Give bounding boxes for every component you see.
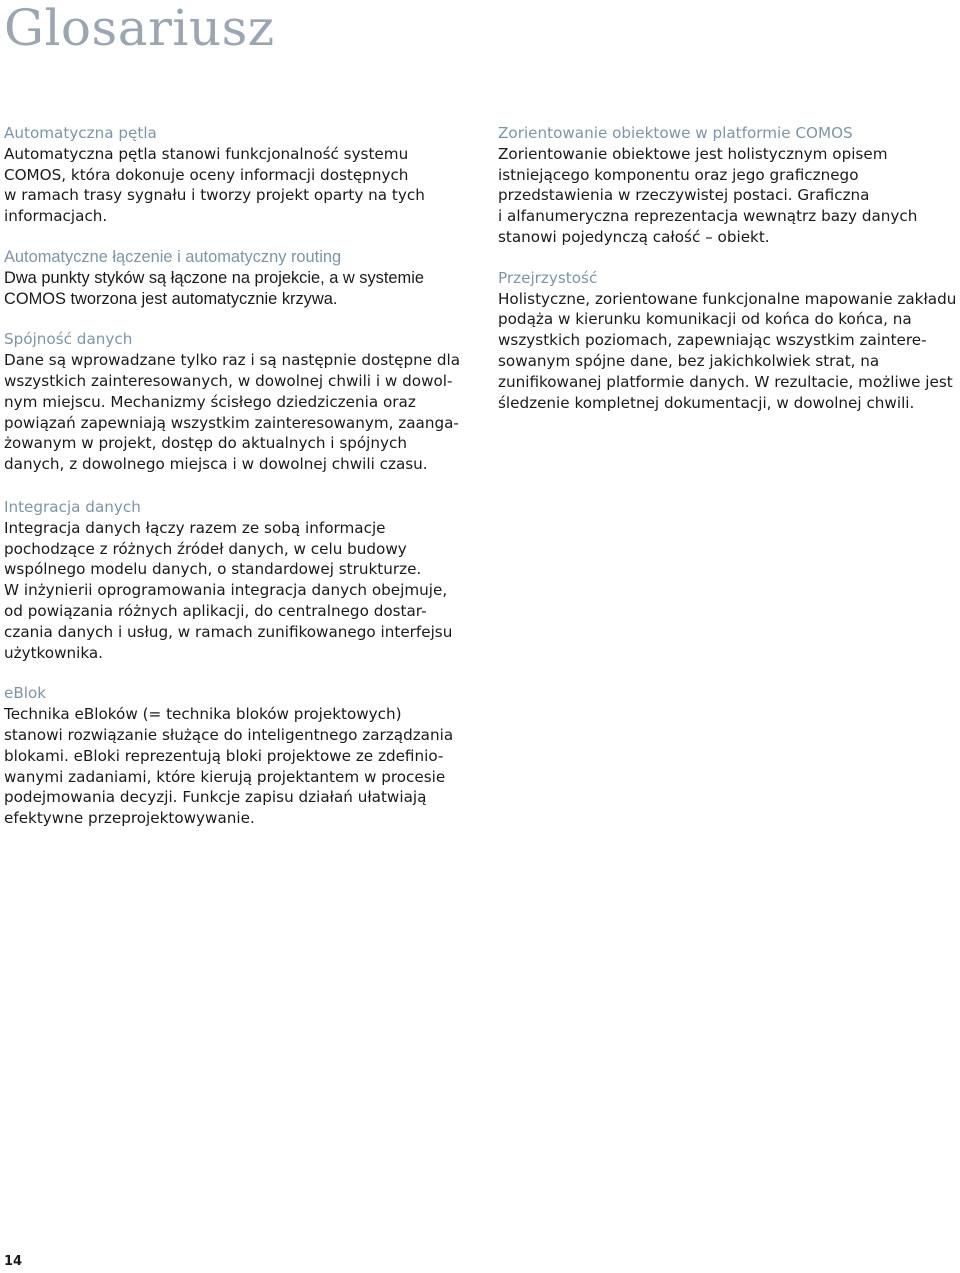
glossary-left-column — [4, 123, 474, 849]
glossary-definition-line: blokami. eBloki reprezentują bloki projektowe ze zdefinio- — [4, 746, 444, 765]
glossary-definition-line: COMOS, która dokonuje oceny informacji dostępnych — [4, 165, 409, 184]
glossary-definition-line: czania danych i usług, w ramach zunifikowanego interfejsu — [4, 622, 453, 641]
page-number: 14 — [4, 1254, 23, 1269]
glossary-definition-line: przedstawienia w rzeczywistej postaci. Graficzna — [498, 186, 870, 205]
glossary-entry-integracja-danych — [4, 497, 474, 663]
glossary-definition-line: nym miejscu. Mechanizmy ścisłego dziedziczenia oraz — [4, 392, 416, 411]
glossary-term: Automatyczna pętla — [4, 124, 157, 142]
glossary-definition-line: zunifikowanej platformie danych. W rezultacie, możliwe jest — [498, 372, 953, 391]
glossary-entry-spojnosc-danych — [4, 329, 474, 475]
glossary-term: Spójność danych — [4, 330, 133, 349]
glossary-definition-line: Dane są wprowadzane tylko raz i są następnie dostępne dla — [4, 351, 461, 370]
glossary-term: Integracja danych — [4, 497, 141, 516]
glossary-definition-line: sowanym spójne dane, bez jakichkolwiek strat, na — [498, 351, 880, 370]
glossary-definition-line: wanymi zadaniami, które kierują projektantem w procesie — [4, 767, 446, 786]
glossary-term: eBlok — [4, 684, 47, 703]
glossary-definition-line: Holistyczne, zorientowane funkcjonalne mapowanie zakładu — [498, 289, 957, 308]
page-title: Glosariusz — [4, 0, 275, 57]
glossary-definition-line: istniejącego komponentu oraz jego graficznego — [498, 165, 859, 184]
glossary-entry-automatyczna-petla — [4, 123, 474, 227]
glossary-definition-line: wszystkich poziomach, zapewniając wszystkim zaintere- — [498, 331, 927, 350]
glossary-definition-line: Zorientowanie obiektowe jest holistycznym opisem — [498, 144, 888, 163]
glossary-definition-line: i alfanumeryczna reprezentacja wewnątrz bazy danych — [498, 207, 918, 226]
glossary-definition-line: Automatyczna pętla stanowi funkcjonalność systemu — [4, 144, 409, 163]
glossary-definition-line: W inżynierii oprogramowania integracja danych obejmuje, — [4, 581, 448, 600]
glossary-definition-line: efektywne przeprojektowywanie. — [4, 809, 255, 828]
glossary-definition-line: użytkownika. — [4, 643, 104, 662]
glossary-definition-line: stanowi pojedynczą całość – obiekt. — [498, 227, 770, 246]
glossary-entry-przejrzystosc — [498, 268, 960, 414]
glossary-definition-line: COMOS tworzona jest automatycznie krzywa. — [4, 289, 338, 308]
glossary-definition-line: powiązań zapewniają wszystkim zainteresowanym, zaanga- — [4, 413, 459, 432]
glossary-term: Przejrzystość — [498, 268, 598, 287]
glossary-definition-line: stanowi rozwiązanie służące do inteligentnego zarządzania — [4, 725, 454, 744]
glossary-definition-line: danych, z dowolnego miejsca i w dowolnej chwili czasu. — [4, 455, 428, 474]
glossary-term: Zorientowanie obiektowe w platformie COMOS — [498, 124, 853, 142]
glossary-right-column — [498, 123, 960, 433]
glossary-term: Automatyczne łączenie i automatyczny routing — [4, 247, 342, 266]
glossary-definition-line: śledzenie kompletnej dokumentacji, w dowolnej chwili. — [498, 393, 915, 412]
glossary-definition-line: wszystkich zainteresowanych, w dowolnej chwili i w dowol- — [4, 371, 453, 390]
glossary-definition-line: Technika eBloków (= technika bloków projektowych) — [4, 705, 402, 724]
glossary-definition-line: wspólnego modelu danych, o standardowej strukturze. — [4, 560, 422, 579]
glossary-definition-line: Integracja danych łączy razem ze sobą informacje — [4, 518, 386, 537]
glossary-definition-line: w ramach trasy sygnału i tworzy projekt oparty na tych — [4, 186, 425, 205]
glossary-entry-eblok — [4, 683, 474, 829]
glossary-definition-line: od powiązania różnych aplikacji, do centralnego dostar- — [4, 601, 427, 620]
glossary-definition-line: Dwa punkty styków są łączone na projekcie, a w systemie — [4, 268, 424, 287]
glossary-definition-line: podąża w kierunku komunikacji od końca do końca, na — [498, 310, 912, 329]
glossary-definition-line: informacjach. — [4, 207, 108, 226]
glossary-entry-zorientowanie-obiektowe — [498, 123, 960, 248]
glossary-entry-automatyczne-laczenie — [4, 247, 474, 309]
glossary-definition-line: podejmowania decyzji. Funkcje zapisu działań ułatwiają — [4, 788, 427, 807]
glossary-definition-line: pochodzące z różnych źródeł danych, w celu budowy — [4, 539, 407, 558]
glossary-definition-line: żowanym w projekt, dostęp do aktualnych i spójnych — [4, 434, 407, 453]
